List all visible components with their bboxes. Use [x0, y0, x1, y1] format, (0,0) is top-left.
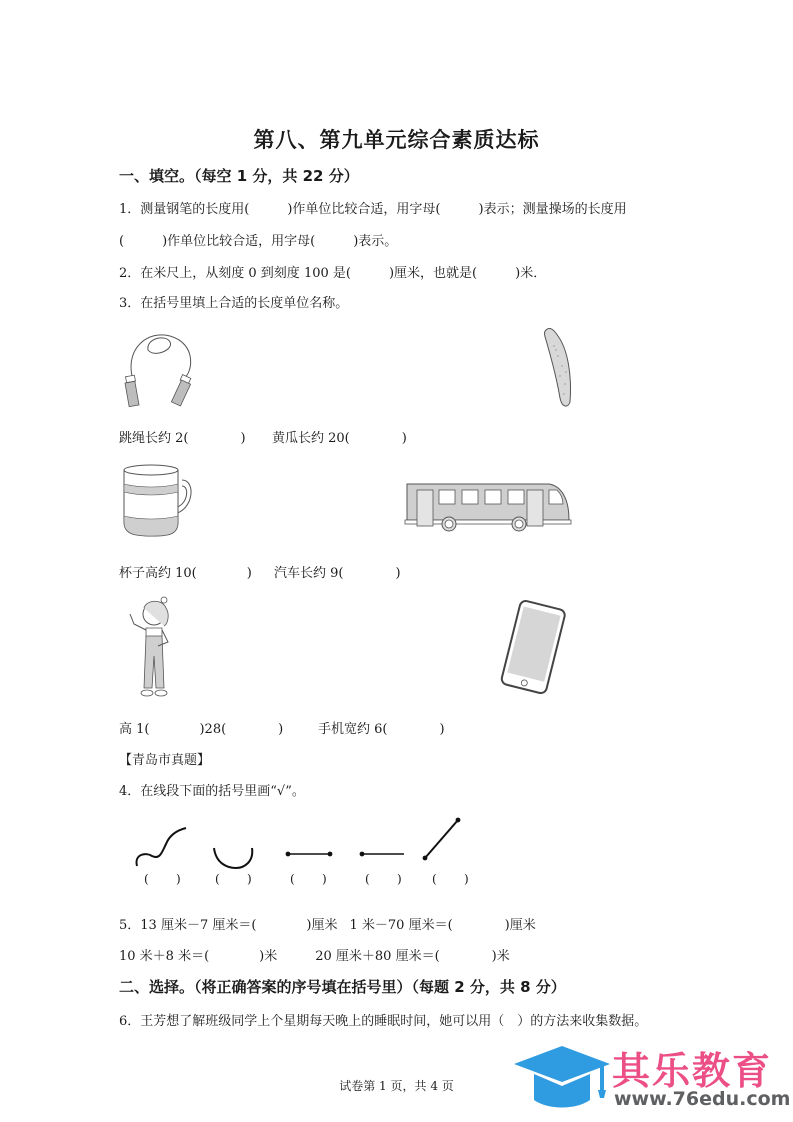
phone-label	[318, 718, 445, 737]
section2-heading: 二、选择。（将正确答案的序号填在括号里）（每题 2 分，共 8 分）	[119, 978, 566, 996]
question-2	[119, 262, 546, 281]
q1-text: 1．测量钢笔的长度用(	[119, 202, 250, 217]
page-footer: 试卷第 1 页，共 4 页	[339, 1079, 454, 1093]
brand-url: www.76edu.com	[614, 1088, 791, 1110]
label-text: )	[439, 722, 445, 737]
line-shapes	[130, 818, 470, 868]
bracket-close: )	[397, 872, 402, 886]
q5-text: )米	[259, 949, 278, 964]
question-1-line2	[119, 230, 397, 249]
question-3-prompt: 3．在括号里填上合适的长度单位名称。	[119, 296, 349, 311]
bracket-open: (	[144, 872, 149, 886]
arc-shape	[214, 848, 252, 868]
page-title: 第八、第九单元综合素质达标	[253, 128, 540, 152]
label-text: 汽车长约 9(	[274, 566, 344, 581]
question-5-row2	[119, 945, 510, 964]
bracket-close: )	[322, 872, 327, 886]
girl-label	[119, 718, 283, 737]
q1-text: (	[119, 234, 125, 249]
curve-shape	[137, 828, 186, 866]
diagonal-segment-shape	[425, 820, 458, 858]
mug-image	[120, 462, 192, 538]
jump-rope-label	[119, 427, 246, 446]
label-text: )	[246, 566, 252, 581]
q2-text: 2．在米尺上，从刻度 0 到刻度 100 是(	[119, 266, 351, 281]
q2-text: )米．	[515, 266, 547, 281]
q2-text: )厘米，也就是(	[388, 266, 478, 281]
bracket-close: )	[464, 872, 469, 886]
girl-image	[124, 596, 180, 700]
q5-text: 1 米－70 厘米＝(	[349, 918, 453, 933]
label-text: 杯子高约 10(	[119, 566, 197, 581]
question-1-line1	[119, 198, 627, 217]
bus-image	[403, 480, 573, 532]
cucumber-image	[540, 326, 580, 410]
question-5-row1	[119, 914, 536, 933]
q5-text: 20 厘米＋80 厘米＝(	[315, 949, 440, 964]
label-text: )	[395, 566, 401, 581]
bracket-open: (	[215, 872, 220, 886]
label-text: 跳绳长约 2(	[119, 431, 189, 446]
bracket-open: (	[432, 872, 437, 886]
q5-text: 5．13 厘米－7 厘米＝(	[119, 918, 257, 933]
label-text: )	[278, 722, 284, 737]
brand-name: 其乐教育	[612, 1049, 773, 1093]
label-text: 手机宽约 6(	[318, 722, 388, 737]
q5-text: )米	[491, 949, 510, 964]
question-6: 6．王芳想了解班级同学上个星期每天晚上的睡眠时间，她可以用（ ）的方法来收集数据。	[119, 1014, 648, 1029]
label-text: )	[401, 431, 407, 446]
q1-text: )作单位比较合适，用字母(	[287, 202, 441, 217]
phone-image	[500, 602, 566, 694]
cucumber-label	[272, 427, 407, 446]
q5-text: )厘米	[306, 918, 338, 933]
q1-text: )作单位比较合适，用字母(	[162, 234, 316, 249]
bus-label	[274, 562, 401, 581]
q1-text: )表示。	[353, 234, 398, 249]
bracket-open: (	[290, 872, 295, 886]
q5-text: 10 米＋8 米＝(	[119, 949, 210, 964]
label-text: )28(	[199, 722, 227, 737]
mug-label	[119, 562, 252, 581]
source-tag: 【青岛市真题】	[119, 753, 211, 768]
q5-text: )厘米	[504, 918, 536, 933]
bracket-close: )	[176, 872, 181, 886]
label-text: 黄瓜长约 20(	[272, 431, 350, 446]
question-4-prompt: 4．在线段下面的括号里画“√”。	[119, 784, 305, 799]
label-text: )	[240, 431, 246, 446]
q1-text: )表示；测量操场的长度用	[478, 202, 627, 217]
q4-answer-brackets	[0, 872, 793, 890]
label-text: 高 1(	[119, 722, 150, 737]
bracket-open: (	[365, 872, 370, 886]
jump-rope-image	[118, 328, 208, 410]
bracket-close: )	[247, 872, 252, 886]
section1-heading: 一、填空。（每空 1 分，共 22 分）	[119, 167, 359, 185]
